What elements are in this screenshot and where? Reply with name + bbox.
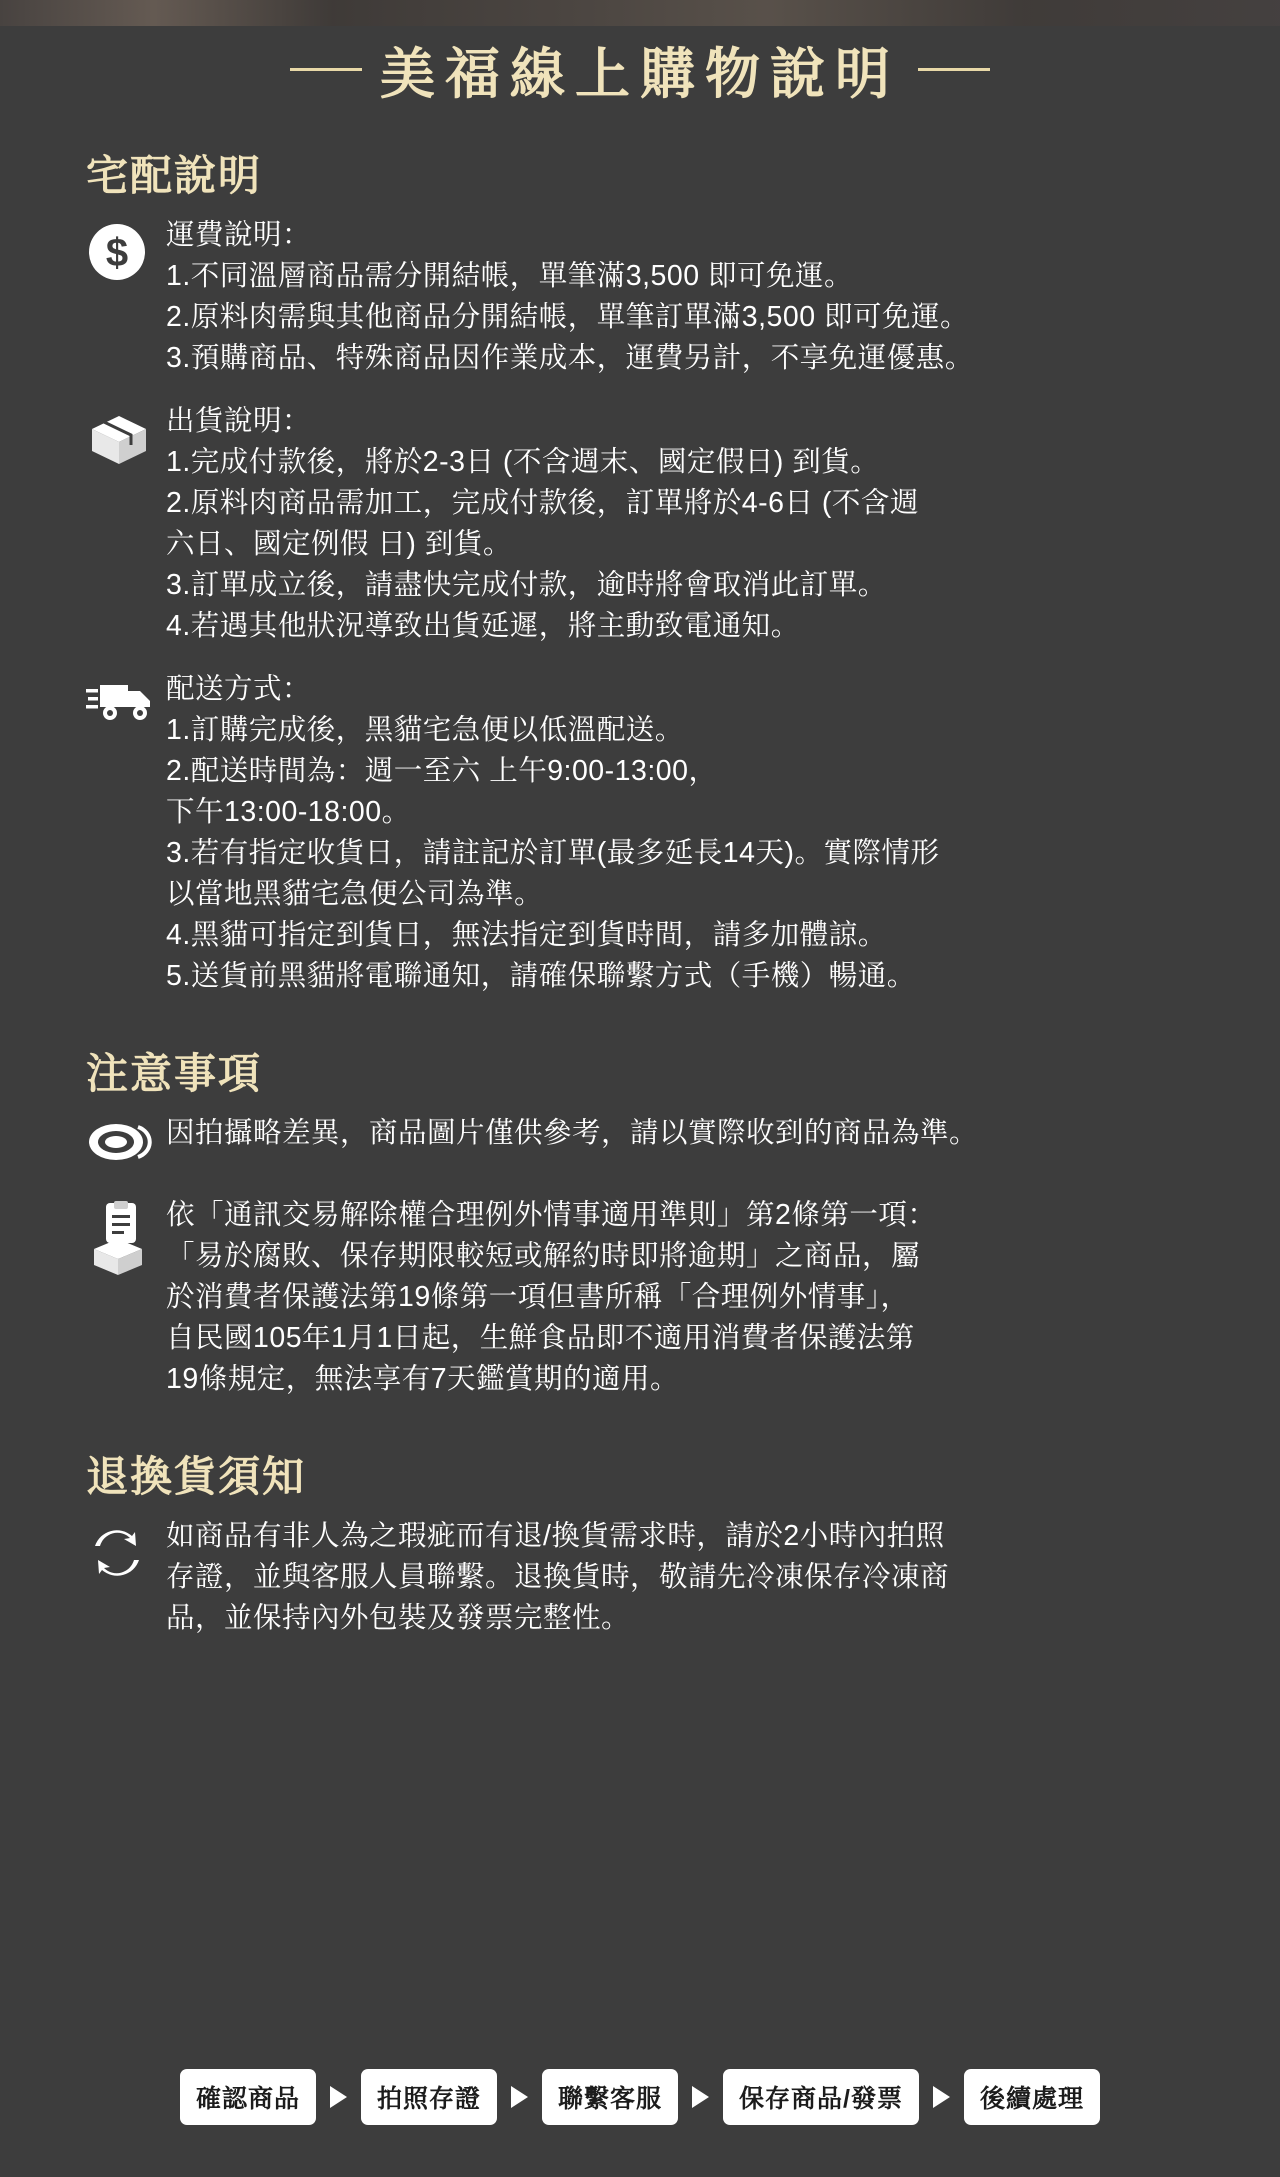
- text-line: 2.配送時間為：週一至六 上午9:00-13:00，: [166, 755, 718, 787]
- section-delivery: [0, 143, 1280, 997]
- section-returns: [0, 1444, 1280, 1639]
- flow-step-contact-support: 聯繫客服: [542, 2069, 678, 2125]
- block-shipping-process: [86, 401, 1232, 647]
- block-return-policy: [86, 1516, 1232, 1639]
- block-return-policy-text: [166, 1516, 1232, 1639]
- section-title-returns: 退換貨須知: [86, 1453, 307, 1500]
- text-line: 4.黑貓可指定到貨日，無法指定到貨時間，請多加體諒。: [166, 919, 887, 951]
- flow-step-keep-product-receipt: 保存商品/發票: [723, 2069, 919, 2125]
- block-photo-difference-text: [166, 1113, 1232, 1154]
- text-line: 2.原料肉需與其他商品分開結帳，單筆訂單滿3,500 即可免運。: [166, 301, 970, 333]
- meat-steak-icon: [86, 1113, 166, 1165]
- text-line: 下午13:00-18:00。: [166, 796, 411, 828]
- section-title-delivery: 宅配說明: [86, 152, 263, 199]
- text-line: 5.送貨前黑貓將電聯通知，請確保聯繫方式（手機）暢通。: [166, 960, 916, 992]
- block-photo-difference: [86, 1113, 1232, 1165]
- text-line: 配送方式：: [166, 673, 312, 705]
- decorative-top-strip: [0, 0, 1280, 26]
- text-line: 如商品有非人為之瑕疵而有退/換貨需求時，請於2小時內拍照: [166, 1520, 945, 1552]
- return-process-flow: [0, 2069, 1280, 2125]
- flow-step-photo-evidence: 拍照存證: [361, 2069, 497, 2125]
- block-shipping-fee-text: [166, 215, 1232, 379]
- text-line: 出貨說明：: [166, 405, 312, 437]
- flow-arrow-icon: [330, 2086, 347, 2108]
- package-box-icon: [86, 401, 166, 469]
- text-line: 1.完成付款後，將於2-3日 (不含週末、國定假日) 到貨。: [166, 446, 880, 478]
- exchange-arrows-icon: [86, 1516, 166, 1584]
- flow-arrow-icon: [692, 2086, 709, 2108]
- block-legal-notice-text: [166, 1195, 1232, 1400]
- block-shipping-fee: [86, 215, 1232, 379]
- text-line: 1.不同溫層商品需分開結帳，單筆滿3,500 即可免運。: [166, 260, 854, 292]
- section-title-notice: 注意事項: [86, 1050, 263, 1097]
- text-line: 「易於腐敗、保存期限較短或解約時即將逾期」之商品，屬: [166, 1240, 921, 1272]
- page-title-row: [0, 30, 1280, 109]
- text-line: 3.預購商品、特殊商品因作業成本，運費另計，不享免運優惠。: [166, 342, 974, 374]
- block-legal-notice: [86, 1195, 1232, 1400]
- section-notice: [0, 1041, 1280, 1400]
- title-rule-right: [918, 68, 990, 71]
- page-title: 美福線上購物說明: [379, 43, 900, 105]
- clipboard-package-icon: [86, 1195, 166, 1277]
- block-shipping-process-text: [166, 401, 1232, 647]
- text-line: 自民國105年1月1日起，生鮮食品即不適用消費者保護法第: [166, 1322, 915, 1354]
- text-line: 六日、國定例假 日) 到貨。: [166, 528, 512, 560]
- flow-step-confirm-product: 確認商品: [180, 2069, 316, 2125]
- text-line: 19條規定，無法享有7天鑑賞期的適用。: [166, 1363, 680, 1395]
- text-line: 於消費者保護法第19條第一項但書所稱「合理例外情事」，: [166, 1281, 910, 1313]
- title-rule-left: [290, 68, 362, 71]
- text-line: 3.訂單成立後，請盡快完成付款，逾時將會取消此訂單。: [166, 569, 887, 601]
- block-delivery-method: [86, 669, 1232, 997]
- text-line: 品，並保持內外包裝及發票完整性。: [166, 1602, 631, 1634]
- text-line: 存證，並與客服人員聯繫。退換貨時，敬請先冷凍保存冷凍商: [166, 1561, 950, 1593]
- text-line: 因拍攝略差異，商品圖片僅供參考，請以實際收到的商品為準。: [166, 1117, 979, 1149]
- delivery-truck-icon: [86, 669, 166, 727]
- text-line: 2.原料肉商品需加工，完成付款後，訂單將於4-6日 (不含週: [166, 487, 919, 519]
- flow-arrow-icon: [933, 2086, 950, 2108]
- text-line: 依「通訊交易解除權合理例外情事適用準則」第2條第一項：: [166, 1199, 937, 1231]
- svg-text:$: $: [105, 231, 129, 275]
- coin-dollar-icon: [86, 215, 166, 283]
- block-delivery-method-text: [166, 669, 1232, 997]
- text-line: 以當地黑貓宅急便公司為準。: [166, 878, 544, 910]
- text-line: 3.若有指定收貨日，請註記於訂單(最多延長14天)。實際情形: [166, 837, 940, 869]
- text-line: 4.若遇其他狀況導致出貨延遲，將主動致電通知。: [166, 610, 800, 642]
- text-line: 運費說明：: [166, 219, 312, 251]
- flow-step-follow-up: 後續處理: [964, 2069, 1100, 2125]
- text-line: 1.訂購完成後，黑貓宅急便以低溫配送。: [166, 714, 684, 746]
- flow-arrow-icon: [511, 2086, 528, 2108]
